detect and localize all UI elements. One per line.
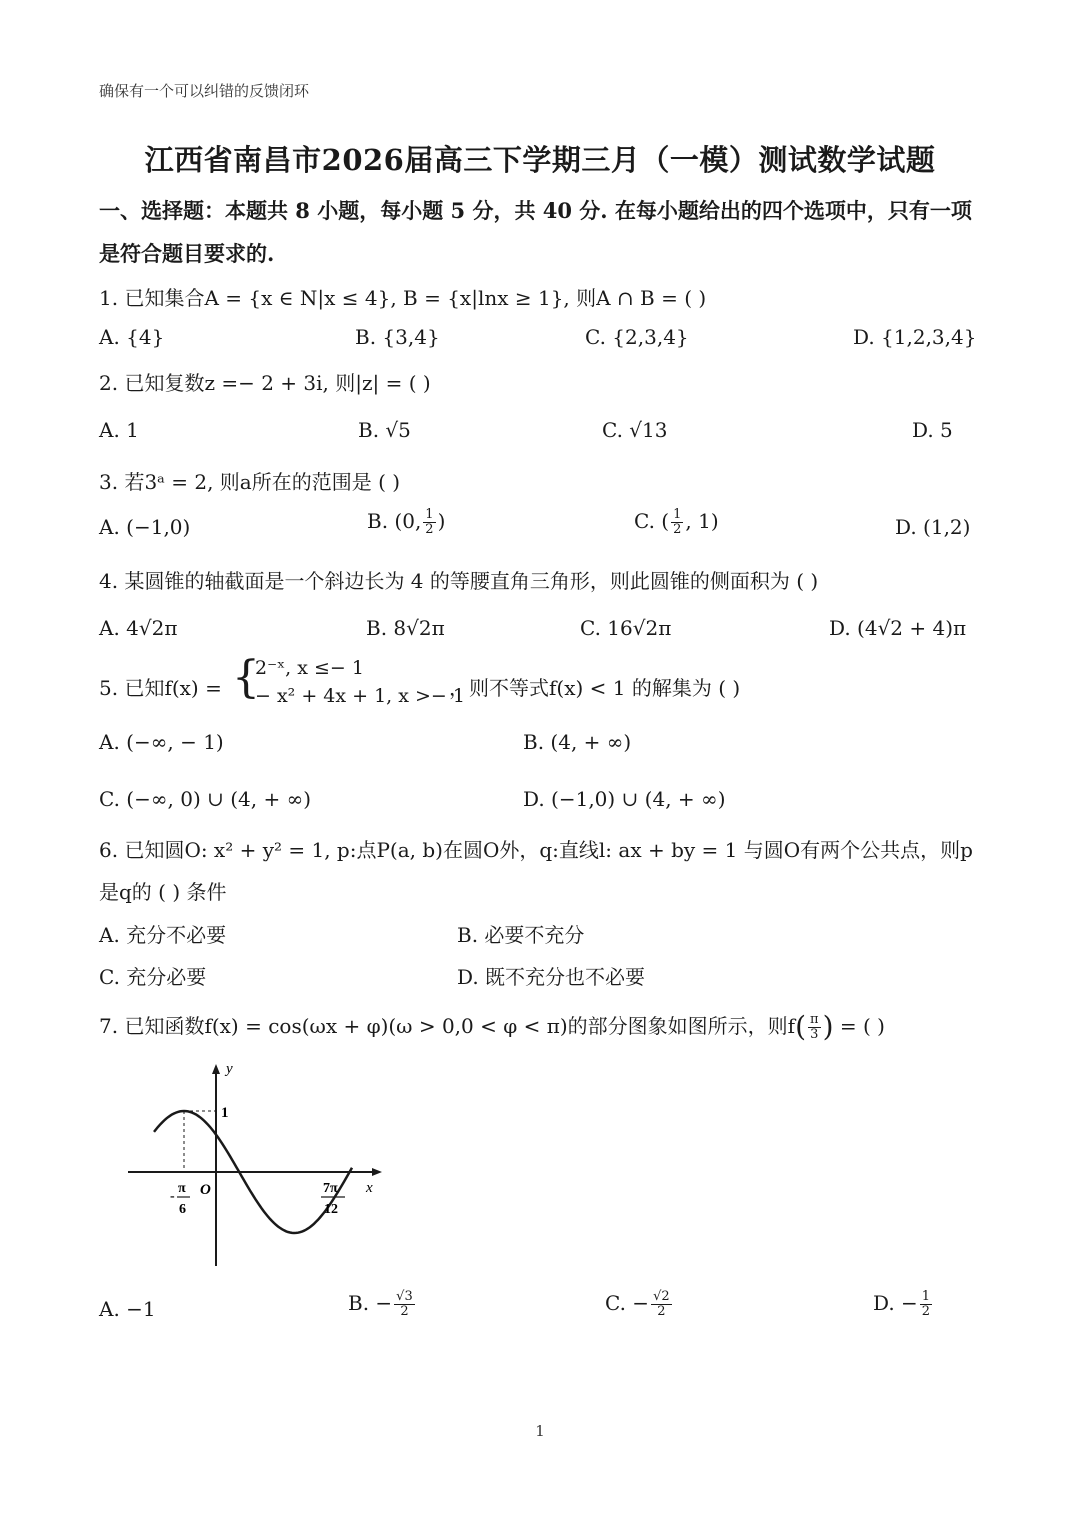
section-heading-line1: 一、选择题：本题共 8 小题，每小题 5 分，共 40 分. 在每小题给出的四个选项中，只有一项 xyxy=(99,198,972,223)
fraction-denominator: 2 xyxy=(921,1304,931,1319)
q1-option-d: D. {1,2,3,4} xyxy=(853,325,977,349)
q5-case-2: − x² + 4x + 1, x >− 1 xyxy=(255,685,465,707)
question-3-stem: 3. 若3ᵃ = 2, 则a所在的范围是 ( ) xyxy=(99,470,401,494)
q3-option-c xyxy=(634,508,719,537)
section-heading-line2: 是符合题目要求的. xyxy=(99,241,275,266)
q3-option-b-post: ) xyxy=(437,509,446,533)
fraction-denominator: 2 xyxy=(400,1304,409,1319)
question-6-line2: 是q的 ( ) 条件 xyxy=(99,880,227,904)
question-6-line1: 6. 已知圆O: x² + y² = 1, p:点P(a, b)在圆O外，q:直线l: ax + by = 1 与圆O有两个公共点，则p xyxy=(99,838,973,862)
q1-option-a: A. {4} xyxy=(99,325,165,349)
right-tick-numerator: 7π xyxy=(323,1181,338,1196)
piecewise-brace: { xyxy=(232,652,260,703)
fraction-numerator: π xyxy=(810,1012,819,1027)
q7-option-c xyxy=(605,1290,674,1319)
q3-option-c-post: , 1) xyxy=(685,509,719,533)
q7-option-b-fraction xyxy=(394,1290,415,1319)
q7-option-d-pre: D. − xyxy=(873,1291,918,1315)
question-4-stem: 4. 某圆锥的轴截面是一个斜边长为 4 的等腰直角三角形，则此圆锥的侧面积为 ( ) xyxy=(99,569,819,593)
q4-option-b: B. 8√2π xyxy=(366,616,445,640)
left-tick-sign: - xyxy=(170,1189,175,1204)
q2-option-d: D. 5 xyxy=(912,418,953,442)
y-axis-arrow-icon xyxy=(212,1064,220,1074)
fraction-denominator: 3 xyxy=(810,1027,819,1042)
q7-option-b xyxy=(348,1290,417,1319)
q3-option-c-pre: C. ( xyxy=(634,509,670,533)
q7-option-c-fraction xyxy=(651,1290,672,1319)
q7-stem-fraction xyxy=(808,1013,821,1042)
right-tick-denominator: 12 xyxy=(324,1202,338,1217)
q2-option-c: C. √13 xyxy=(602,418,668,442)
q3-option-a: A. (−1,0) xyxy=(99,515,191,539)
question-1-stem: 1. 已知集合A = {x ∈ N|x ≤ 4}, B = {x|lnx ≥ 1}, 则A ∩ B = ( ) xyxy=(99,286,707,310)
fraction-denominator: 2 xyxy=(657,1304,666,1319)
page-title: 江西省南昌市2026届高三下学期三月（一模）测试数学试题 xyxy=(144,143,936,177)
q6-option-b: B. 必要不充分 xyxy=(457,923,585,947)
q6-option-a: A. 充分不必要 xyxy=(99,923,227,947)
left-tick-numerator: π xyxy=(178,1181,186,1196)
left-tick-denominator: 6 xyxy=(179,1202,186,1217)
q5-option-b: B. (4, + ∞) xyxy=(523,730,632,754)
q4-option-a: A. 4√2π xyxy=(99,616,178,640)
x-axis-label: x xyxy=(366,1180,373,1196)
q2-option-a: A. 1 xyxy=(99,418,139,442)
question-5-suffix: ，则不等式f(x) < 1 的解集为 ( ) xyxy=(449,676,741,700)
question-2-stem: 2. 已知复数z =− 2 + 3i, 则|z| = ( ) xyxy=(99,371,431,395)
page-number: 1 xyxy=(535,1422,545,1440)
x-axis-arrow-icon xyxy=(372,1168,382,1176)
q7-option-d xyxy=(873,1290,934,1319)
y-axis-label: y xyxy=(226,1061,233,1077)
q7-option-d-fraction xyxy=(920,1290,932,1319)
origin-label: O xyxy=(200,1182,211,1198)
question-5-prefix: 5. 已知f(x) = xyxy=(99,676,222,700)
max-value-label: 1 xyxy=(221,1105,229,1121)
q1-option-b: B. {3,4} xyxy=(355,325,440,349)
fraction-numerator: √3 xyxy=(396,1289,413,1304)
q7-option-c-pre: C. − xyxy=(605,1291,650,1315)
q7-stem-post: = ( ) xyxy=(833,1014,885,1038)
q3-option-b xyxy=(367,508,445,537)
q4-option-c: C. 16√2π xyxy=(580,616,672,640)
q3-option-d: D. (1,2) xyxy=(895,515,971,539)
q7-option-b-pre: B. − xyxy=(348,1291,393,1315)
question-7-stem: 7. 已知函数f(x) = cos(ωx + φ)(ω > 0,0 < φ < π)的部分图象如图所示，则f( $\frac{\pi}{3}$ ) = ( ) xyxy=(99,1010,885,1043)
fraction-numerator: 1 xyxy=(673,507,682,522)
q5-option-c: C. (−∞, 0) ∪ (4, + ∞) xyxy=(99,787,312,811)
q2-option-b: B. √5 xyxy=(358,418,411,442)
header-note: 确保有一个可以纠错的反馈闭环 xyxy=(99,82,310,100)
cosine-graph xyxy=(120,1060,390,1270)
q4-option-d: D. (4√2 + 4)π xyxy=(829,616,967,640)
q6-option-d: D. 既不充分也不必要 xyxy=(457,965,646,989)
fraction-denominator: 2 xyxy=(425,522,434,537)
fraction-numerator: √2 xyxy=(653,1289,670,1304)
q5-case-1: 2⁻ˣ, x ≤− 1 xyxy=(255,657,364,679)
fraction-numerator: 1 xyxy=(425,507,434,522)
q3-option-c-fraction xyxy=(671,508,683,537)
fraction-denominator: 2 xyxy=(673,522,682,537)
q3-option-b-pre: B. (0, xyxy=(367,509,422,533)
q6-option-c: C. 充分必要 xyxy=(99,965,207,989)
q5-option-d: D. (−1,0) ∪ (4, + ∞) xyxy=(523,787,726,811)
q7-stem-pre: 7. 已知函数f(x) = cos(ωx + φ)(ω > 0,0 < φ < π)的部分图象如图所示，则f xyxy=(99,1014,796,1038)
fraction-numerator: 1 xyxy=(921,1289,931,1304)
q3-option-b-fraction xyxy=(423,508,435,537)
q5-option-a: A. (−∞, − 1) xyxy=(99,730,224,754)
q1-option-c: C. {2,3,4} xyxy=(585,325,689,349)
q7-option-a: A. −1 xyxy=(99,1297,156,1321)
